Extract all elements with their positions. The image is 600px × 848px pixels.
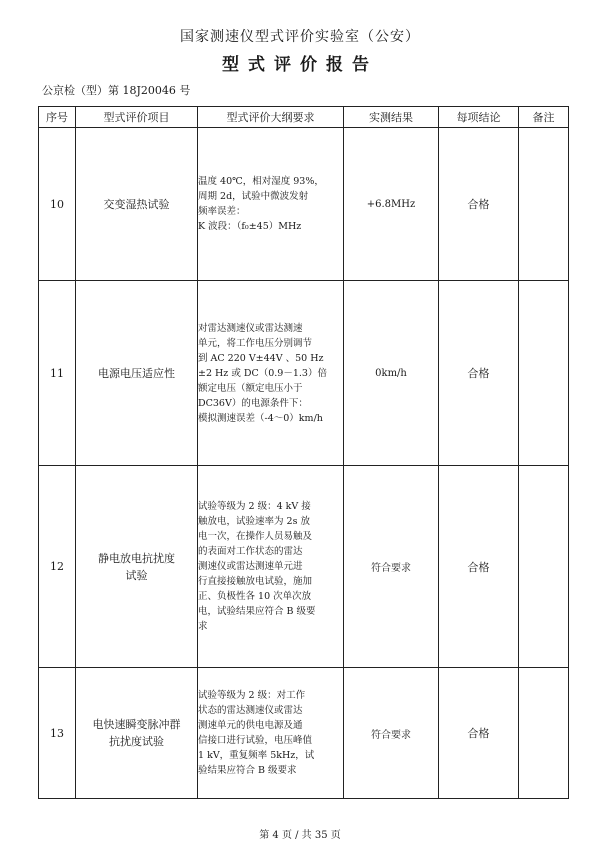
requirement-line: 正、负极性各 10 次单次放 bbox=[198, 591, 312, 602]
row-conclusion: 合格 bbox=[439, 466, 519, 668]
requirement-line: 试验等级为 2 级：对工作 bbox=[198, 690, 306, 701]
requirement-line: 模拟测速误差（-4～0）km/h bbox=[198, 412, 323, 424]
row-number: 10 bbox=[39, 128, 76, 281]
item-line: 电快速瞬变脉冲群 bbox=[92, 718, 181, 731]
row-result: 符合要求 bbox=[344, 668, 439, 799]
item-line: 抗扰度试验 bbox=[109, 735, 164, 748]
row-requirement bbox=[198, 668, 344, 799]
row-requirement bbox=[198, 466, 344, 668]
requirement-line: 对雷达测速仪或雷达测速 bbox=[198, 322, 303, 334]
col-header-requirement: 型式评价大纲要求 bbox=[198, 107, 344, 128]
item-line: 交变湿热试验 bbox=[103, 197, 170, 211]
item-line: 电源电压适应性 bbox=[98, 366, 175, 380]
col-header-remark: 备注 bbox=[519, 107, 569, 128]
row-conclusion: 合格 bbox=[439, 128, 519, 281]
col-header-no: 序号 bbox=[39, 107, 76, 128]
requirement-line: 验结果应符合 B 级要求 bbox=[198, 765, 297, 776]
requirement-line: 电一次，在操作人员易触及 bbox=[198, 531, 313, 542]
requirement-line: 的表面对工作状态的雷达 bbox=[198, 546, 303, 557]
requirement-line: 电，试验结果应符合 B 级要 bbox=[198, 606, 316, 617]
row-item bbox=[76, 128, 198, 281]
item-line: 静电放电抗扰度 bbox=[98, 551, 175, 565]
requirement-line: 单元，将工作电压分别调节 bbox=[198, 337, 313, 349]
requirement-line: 1 kV，重复频率 5kHz，试 bbox=[198, 750, 315, 761]
row-item bbox=[76, 668, 198, 799]
item-line: 试验 bbox=[125, 568, 148, 582]
requirement-line: K 波段：（f₀±45）MHz bbox=[198, 221, 302, 232]
table-row bbox=[39, 668, 569, 799]
table-header-row bbox=[39, 107, 569, 128]
requirement-line: 测速单元的供电电源及通 bbox=[198, 720, 303, 731]
row-conclusion: 合格 bbox=[439, 668, 519, 799]
table-row bbox=[39, 128, 569, 281]
lab-name: 国家测速仪型式评价实验室（公安） bbox=[180, 29, 420, 45]
col-header-item: 型式评价项目 bbox=[76, 107, 198, 128]
requirement-line: 行直接接触放电试验，施加 bbox=[198, 576, 313, 587]
requirement-line: 状态的雷达测速仪或雷达 bbox=[198, 705, 303, 716]
evaluation-table bbox=[38, 106, 569, 799]
requirement-line: 到 AC 220 V±44V 、50 Hz bbox=[198, 352, 324, 364]
requirement-line: 温度 40℃，相对湿度 93%， bbox=[198, 176, 324, 187]
report-title: 型式评价报告 bbox=[222, 55, 378, 75]
table-row bbox=[39, 281, 569, 466]
row-item bbox=[76, 281, 198, 466]
col-header-conclusion: 每项结论 bbox=[439, 107, 519, 128]
row-remark bbox=[519, 466, 569, 668]
requirement-line: ±2 Hz 或 DC（0.9－1.3）倍 bbox=[198, 367, 327, 379]
row-result: +6.8MHz bbox=[344, 128, 439, 281]
requirement-line: 频率误差： bbox=[198, 206, 246, 217]
row-number: 11 bbox=[39, 281, 76, 466]
col-header-result: 实测结果 bbox=[344, 107, 439, 128]
requirement-line: 试验等级为 2 级：4 kV 接 bbox=[198, 501, 311, 512]
row-remark bbox=[519, 281, 569, 466]
row-conclusion: 合格 bbox=[439, 281, 519, 466]
report-number: 公京检（型）第 18J20046 号 bbox=[42, 84, 191, 97]
requirement-line: 测速仪或雷达测速单元进 bbox=[198, 561, 303, 572]
row-item bbox=[76, 466, 198, 668]
requirement-line: DC36V）的电源条件下： bbox=[198, 397, 308, 409]
row-requirement bbox=[198, 128, 344, 281]
requirement-line: 信接口进行试验，电压峰值 bbox=[198, 735, 313, 746]
requirement-line: 触放电，试验速率为 2s 放 bbox=[198, 516, 310, 527]
requirement-line: 额定电压（额定电压小于 bbox=[198, 382, 303, 394]
row-number: 12 bbox=[39, 466, 76, 668]
requirement-line: 求 bbox=[198, 621, 208, 632]
requirement-line: 周期 2d，试验中微波发射 bbox=[198, 191, 309, 202]
row-remark bbox=[519, 128, 569, 281]
row-number: 13 bbox=[39, 668, 76, 799]
page-footer: 第 4 页 / 共 35 页 bbox=[259, 830, 341, 841]
row-result: 符合要求 bbox=[344, 466, 439, 668]
row-requirement bbox=[198, 281, 344, 466]
row-remark bbox=[519, 668, 569, 799]
row-result: 0km/h bbox=[344, 281, 439, 466]
table-body bbox=[39, 128, 569, 799]
table-row bbox=[39, 466, 569, 668]
